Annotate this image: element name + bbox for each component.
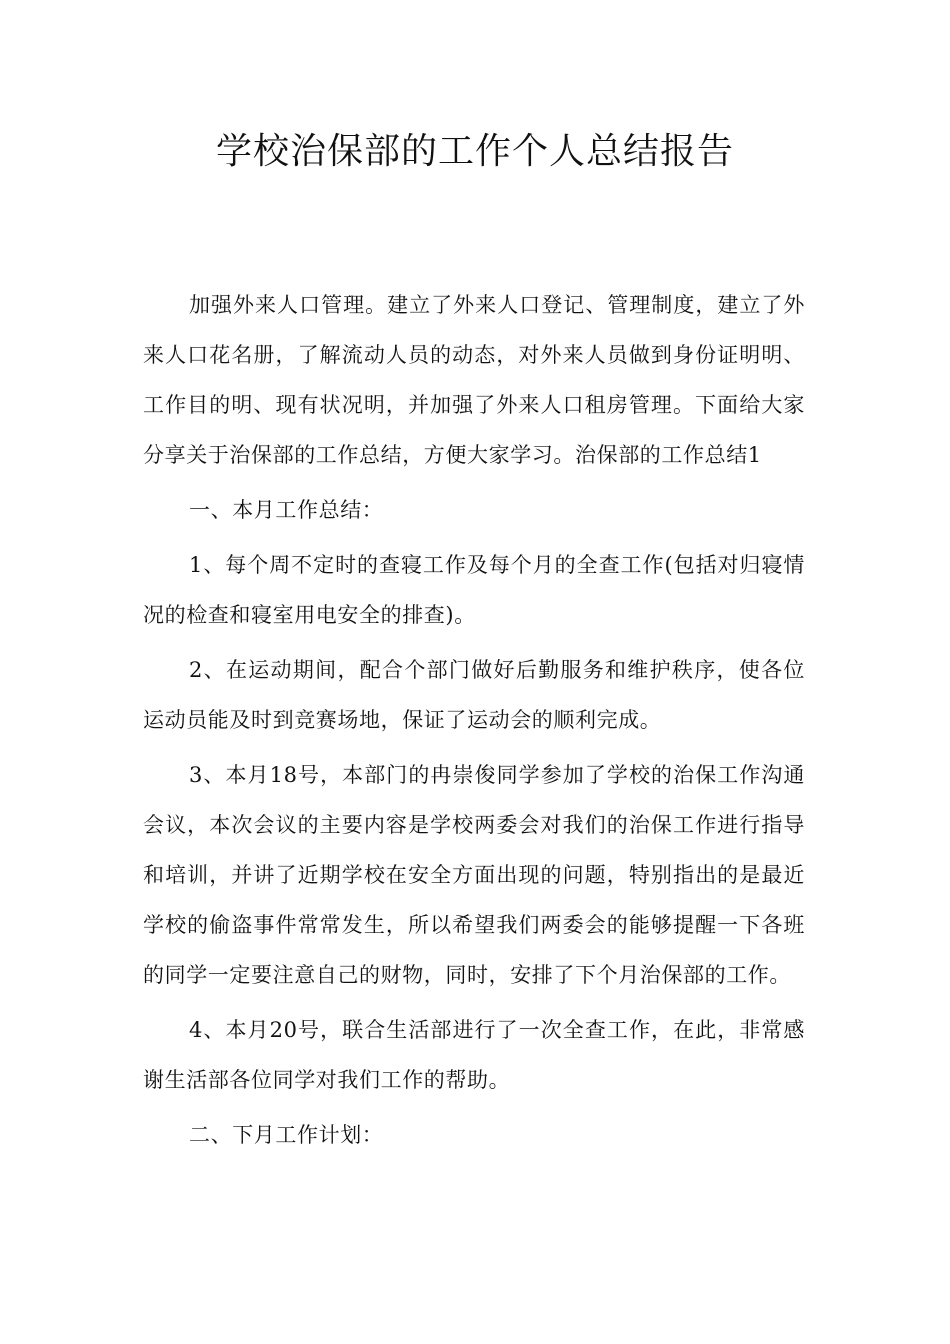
paragraph-item-4: 4、本月20号，联合生活部进行了一次全查工作，在此，非常感谢生活部各位同学对我们工作的帮助。 [143, 1018, 805, 1092]
heading-this-month-summary: 一、本月工作总结： [189, 498, 384, 522]
heading-next-month-plan: 二、下月工作计划： [189, 1123, 384, 1147]
paragraph-item-3: 3、本月18号，本部门的冉崇俊同学参加了学校的治保工作沟通会议，本次会议的主要内容是学校两委会对我们的治保工作进行指导和培训，并讲了近期学校在安全方面出现的问题，特别指出的是最近学校的偷盗事件常常发生，所以希望我们两委会的能够提醒一下各班的同学一定要注意自己的财物，同时，安排了下个月治保部的工作。 [143, 763, 805, 987]
paragraph-intro: 加强外来人口管理。建立了外来人口登记、管理制度，建立了外来人口花名册，了解流动人员的动态，对外来人员做到身份证明明、工作目的明、现有状况明，并加强了外来人口租房管理。下面给大家分享关于治保部的工作总结，方便大家学习。治保部的工作总结1 [143, 293, 805, 467]
paragraph-item-1: 1、每个周不定时的查寝工作及每个月的全查工作(包括对归寝情况的检查和寝室用电安全的排查)。 [143, 553, 805, 627]
document-title: 学校治保部的工作个人总结报告 [215, 131, 734, 172]
document-body [143, 280, 805, 1165]
paragraph-item-2: 2、在运动期间，配合个部门做好后勤服务和维护秩序，使各位运动员能及时到竞赛场地，保证了运动会的顺利完成。 [143, 658, 805, 732]
